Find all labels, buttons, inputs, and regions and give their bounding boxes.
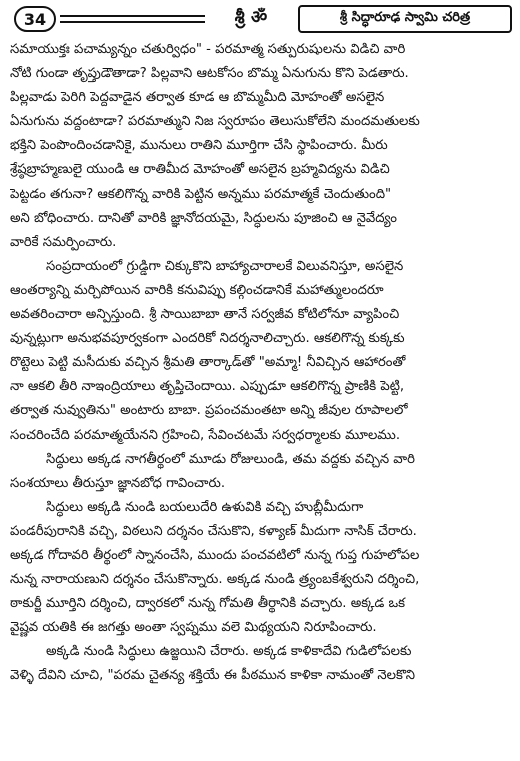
- text-line: ఠాకుర్జీ మూర్తిని దర్శించి, ద్వారకలో నున్న గోమతి తీర్థానికి వచ్చారు. అక్కడ ఒక: [10, 596, 405, 612]
- text-line: అక్కడ గోదావరి తీర్థంలో స్నానంచేసి, ముందు పంచవటిలో నున్న గుప్త గుహలోపల: [10, 547, 420, 563]
- text-line: అవతరించారా అన్పిస్తుంది. శ్రీ సాయిబాబా తానే సర్వజీవ కోటిలోనూ వ్యాపించి: [10, 307, 400, 323]
- text-line: పెట్టడం తగునా? ఆకలిగొన్న వారికి పెట్టిన అన్నము పరమాత్మకే చెందుతుంది": [10, 186, 392, 202]
- text-line: సిద్ధులు అక్కడ నాగతీర్థంలో మూడు రోజులుండి, తమ వద్దకు వచ్చిన వారి: [46, 451, 415, 467]
- text-line: శ్రేష్ఠబ్రాహ్మణులై యుండి ఆ రాతిమీద మోహంతో అసలైన బ్రహ్మవిద్యను విడిచి: [10, 162, 390, 178]
- text-line: పండరీపురానికి వచ్చి, విఠలుని దర్శనం చేసుకొని, కళ్యాణ్ మీదుగా నాసిక్ చేరారు.: [10, 523, 417, 539]
- text-line: సంప్రదాయంలో గ్రుడ్డిగా చిక్కుకొని బాహ్యాచారాలకే విలువనిస్తూ, అసలైన: [46, 258, 404, 274]
- text-line: వారికే సమర్పించారు.: [10, 234, 117, 250]
- text-line: పిల్లవాడు పెరిగి పెద్దవాడైన తర్వాత కూడ ఆ బొమ్మమీది మోహంతో అసలైన: [10, 90, 385, 106]
- header-rule-top: [60, 15, 205, 17]
- text-line: ఏనుగును వద్దంటాడా? పరమాత్ముని నిజ స్వరూపం తెలుసుకోలేని మందమతులకు: [10, 114, 420, 130]
- text-line: నున్న నారాయణుని దర్శనం చేసుకొన్నారు. అక్కడ నుండి త్ర్యంబకేశ్వరుని దర్శించి,: [10, 572, 420, 588]
- text-line: వెళ్ళి దేవిని చూచి, "పరమ చైతన్య శక్తియే ఈ పీఠమున కాళికా నామంతో నెలకొని: [10, 668, 416, 684]
- header-rule-bottom: [60, 21, 205, 23]
- page-body: [10, 38, 510, 689]
- page-header: [8, 4, 512, 34]
- book-title: శ్రీ సిద్ధారూఢ స్వామి చరిత్ర: [298, 5, 512, 33]
- text-line: నోటి గుండా తృప్తుడౌతాడా? పిల్లవాని ఆటకోసం బొమ్మ ఏనుగును కొని పెడతారు.: [10, 66, 409, 82]
- page-number: 34: [14, 6, 56, 32]
- text-line: సమాయుక్తః పచామ్యన్నం చతుర్విధం" - పరమాత్మ సత్పురుషులను విడిచి వారి: [10, 42, 406, 57]
- text-line: నా ఆకలి తీరి నాఇంద్రియాలు తృప్తిచెందాయి. ఎప్పుడూ ఆకలిగొన్న ప్రాణికి పెట్టి,: [10, 379, 405, 395]
- text-line: సిద్ధులు అక్కడి నుండి బయలుదేరి ఉళువికి వచ్చి హుబ్లీమీదుగా: [46, 499, 364, 515]
- text-line: తర్వాత నువ్వుతిను" అంటారు బాబా. ప్రపంచమంతటా అన్ని జీవుల రూపాలలో: [10, 403, 408, 419]
- om-emblem: శ్రీ ॐ: [234, 6, 268, 28]
- text-line: వైష్ణవ యతికి ఈ జగత్తు అంతా స్వప్నము వలె మిథ్యయని నిరూపించారు.: [10, 620, 377, 636]
- text-line: వున్నట్లుగా అనుభవపూర్వకంగా ఎందరికో నిదర్శనాలిచ్చారు. ఆకలిగొన్న కుక్కకు: [10, 331, 405, 347]
- text-line: సంచరించేది పరమాత్మయేనని గ్రహించి, సేవించటమే సర్వధర్మాలకు మూలము.: [10, 427, 401, 443]
- text-line: సంశయాలు తీరుస్తూ జ్ఞానబోధ గావించారు.: [10, 475, 226, 491]
- text-line: భక్తిని పెంపొందించడానికై, మునులు రాతిని మూర్తిగా చేసి స్థాపించారు. మీరు: [10, 138, 388, 154]
- text-line: ఆంతర్యాన్ని మర్చిపోయిన వారికి కనువిప్పు కల్గించడానికే మహాత్ములందరూ: [10, 282, 384, 298]
- text-line: రొట్టెలు పెట్టి మసీదుకు వచ్చిన శ్రీమతి తార్కాడ్‌తో "అమ్మా! నీవిచ్చిన ఆహారంతో: [10, 355, 406, 371]
- text-line: అని బోధించారు. దానితో వారికి జ్ఞానోదయమై, సిద్ధులను పూజించి ఆ నైవేద్యం: [10, 210, 397, 226]
- text-line: అక్కడి నుండి సిద్ధులు ఉజ్జయిని చేరారు. అక్కడ కాళికాదేవి గుడిలోపలకు: [46, 644, 412, 660]
